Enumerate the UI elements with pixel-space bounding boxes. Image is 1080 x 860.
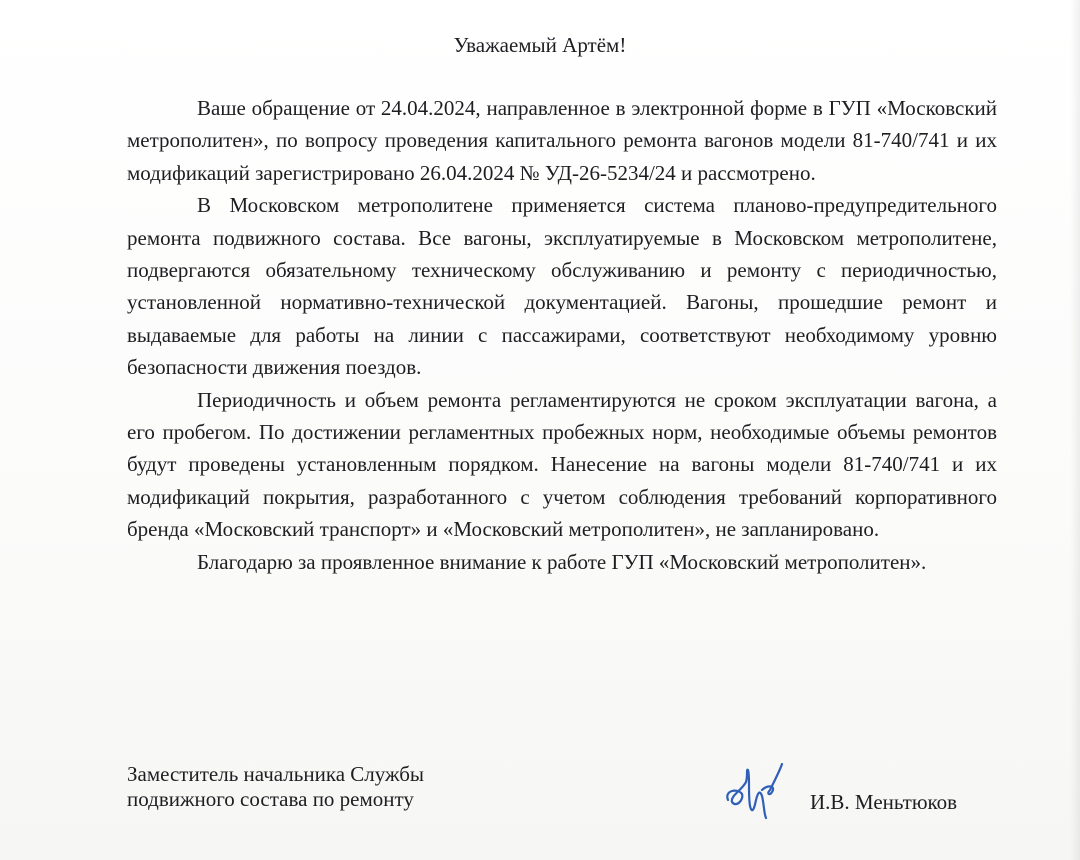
paragraph-appeal-registration: Ваше обращение от 24.04.2024, направленное в электронной форме в ГУП «Московский метрополитен», по вопросу проведения капитального ремонта вагонов модели 81-740/741 и их модификаций зарегистрировано 26.04.2024 № УД-26-5234/24 и рассмотрено. [127, 96, 997, 185]
signer-position-line-2: подвижного состава по ремонту [127, 787, 414, 811]
signer-position-line-1: Заместитель начальника Службы [127, 762, 425, 786]
signature-stroke [727, 764, 782, 818]
paragraph-maintenance-system: В Московском метрополитене применяется система планово-предупредительного ремонта подвижного состава. Все вагоны, эксплуатируемые в Московском метрополитене, подвергаются обязательному техническому обслуживанию и ремонту с периодичностью, установленной нормативно-технической документацией. Вагоны, прошедшие ремонт и выдаваемые для работы на линии с пассажирами, соответствуют необходимому уровню безопасности движения поездов. [127, 193, 997, 380]
page-edge-shadow [1070, 0, 1080, 860]
paragraph-thanks: Благодарю за проявленное внимание к работе ГУП «Московский метрополитен». [197, 549, 927, 574]
paragraph-repair-schedule: Периодичность и объем ремонта регламентируются не сроком эксплуатации вагона, а его пробегом. По достижении регламентных пробежных норм, необходимые объемы ремонтов будут проведены установленным порядком. Нанесение на вагоны модели 81-740/741 и их модификаций покрытия, разработанного с учетом соблюдения требований корпоративного бренда «Московский транспорт» и «Московский метрополитен», не запланировано. [127, 387, 997, 542]
letter-body [127, 92, 997, 578]
signer-name: И.В. Меньтюков [810, 790, 958, 814]
handwritten-signature-icon [722, 760, 792, 822]
signer-position [127, 762, 547, 812]
letter-greeting: Уважаемый Артём! [453, 33, 627, 57]
